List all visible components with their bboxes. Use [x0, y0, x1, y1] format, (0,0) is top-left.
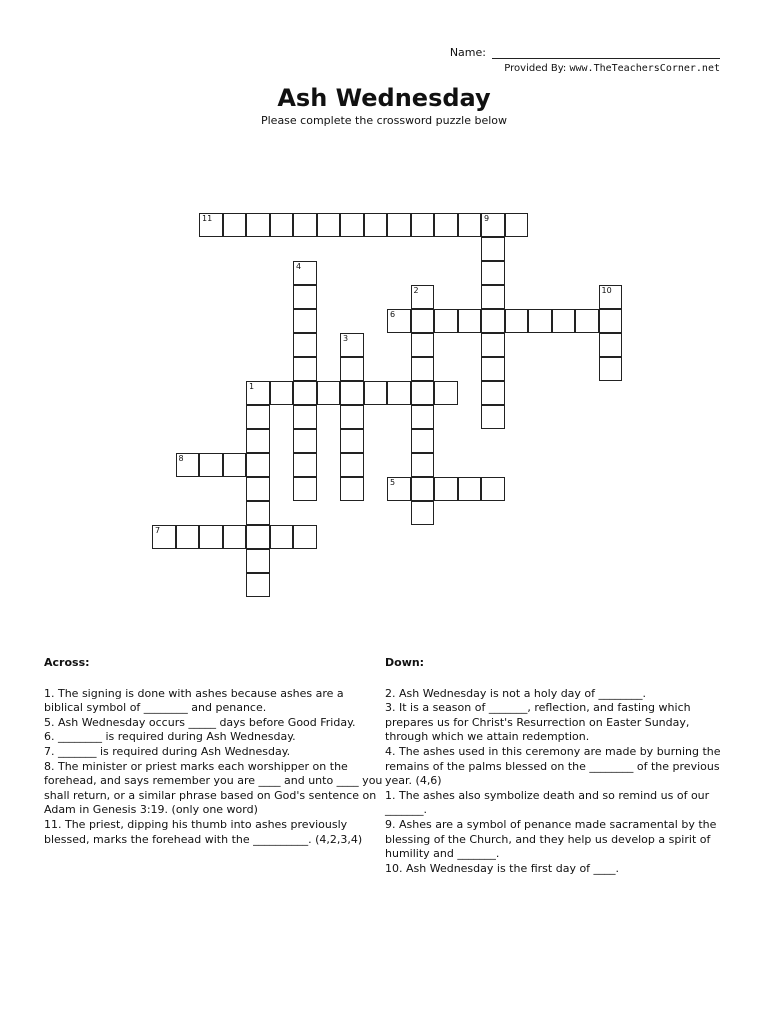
crossword-cell[interactable]	[528, 309, 552, 333]
crossword-cell[interactable]	[176, 453, 200, 477]
across-clues	[44, 656, 384, 847]
crossword-cell[interactable]	[199, 525, 223, 549]
crossword-cell[interactable]	[340, 405, 364, 429]
across-clue: 11. The priest, dipping his thumb into ashes previously blessed, marks the forehead with the __________. (4,2,3,4)	[44, 817, 363, 846]
crossword-cell[interactable]	[387, 381, 411, 405]
crossword-cell[interactable]	[387, 309, 411, 333]
crossword-cell[interactable]	[411, 501, 435, 525]
across-clue: 8. The minister or priest marks each worshipper on the forehead, and says remember you are ____ and unto ____ you shall return, or a similar phrase based on God's sentence on Adam in Genesis 3:19. (only one word)	[44, 759, 383, 817]
crossword-cell[interactable]	[505, 309, 529, 333]
crossword-cell[interactable]	[246, 525, 270, 549]
crossword-cell[interactable]	[293, 285, 317, 309]
clue-number: 9	[484, 214, 490, 223]
crossword-cell[interactable]	[434, 309, 458, 333]
down-clue: 2. Ash Wednesday is not a holy day of ________.	[385, 686, 647, 700]
crossword-cell[interactable]	[599, 309, 623, 333]
crossword-cell[interactable]	[293, 453, 317, 477]
crossword-cell[interactable]	[223, 453, 247, 477]
crossword-cell[interactable]	[317, 381, 341, 405]
crossword-cell[interactable]	[599, 357, 623, 381]
down-clue: 3. It is a season of _______, reflection, and fasting which prepares us for Christ's Resurrection on Easter Sunday, through which we attain redemption.	[385, 701, 691, 744]
crossword-cell[interactable]	[246, 405, 270, 429]
crossword-cell[interactable]	[481, 309, 505, 333]
down-clue: 1. The ashes also symbolize death and so remind us of our _______.	[385, 788, 710, 817]
crossword-cell[interactable]	[293, 405, 317, 429]
crossword-cell[interactable]	[411, 309, 435, 333]
crossword-cell[interactable]	[458, 309, 482, 333]
clue-number: 11	[202, 214, 213, 223]
crossword-cell[interactable]	[434, 381, 458, 405]
across-clue: 7. _______ is required during Ash Wednesday.	[44, 744, 291, 758]
crossword-cell[interactable]	[317, 213, 341, 237]
crossword-cell[interactable]	[176, 525, 200, 549]
crossword-cell[interactable]	[458, 213, 482, 237]
clue-number: 8	[178, 454, 184, 463]
down-clue: 9. Ashes are a symbol of penance made sacramental by the blessing of the Church, and they help us develop a spirit of humility and _______.	[385, 817, 717, 861]
down-clues	[385, 656, 725, 876]
across-clue: 5. Ash Wednesday occurs _____ days before Good Friday.	[44, 715, 356, 729]
crossword-cell[interactable]	[246, 213, 270, 237]
down-clue: 4. The ashes used in this ceremony are made by burning the remains of the palms blessed on the ________ of the previous year. (4,6)	[385, 744, 721, 788]
crossword-cell[interactable]	[340, 333, 364, 357]
crossword-cell[interactable]	[434, 213, 458, 237]
provided-site: www.TheTeachersCorner.net	[569, 63, 720, 74]
name-label: Name:	[449, 46, 486, 59]
crossword-cell[interactable]	[599, 333, 623, 357]
clue-number: 5	[390, 478, 396, 487]
crossword-cell[interactable]	[340, 381, 364, 405]
crossword-cell[interactable]	[340, 213, 364, 237]
crossword-cell[interactable]	[293, 381, 317, 405]
crossword-cell[interactable]	[340, 477, 364, 501]
crossword-cell[interactable]	[481, 405, 505, 429]
crossword-cell[interactable]	[152, 525, 176, 549]
crossword-cell[interactable]	[411, 333, 435, 357]
crossword-cell[interactable]	[575, 309, 599, 333]
crossword-cell[interactable]	[293, 213, 317, 237]
crossword-cell[interactable]	[270, 381, 294, 405]
crossword-cell[interactable]	[364, 213, 388, 237]
crossword-cell[interactable]	[411, 453, 435, 477]
crossword-cell[interactable]	[340, 429, 364, 453]
crossword-cell[interactable]	[293, 525, 317, 549]
down-heading: Down:	[385, 656, 425, 669]
across-heading: Across:	[44, 656, 90, 669]
crossword-cell[interactable]	[293, 429, 317, 453]
across-clue: 1. The signing is done with ashes because ashes are a biblical symbol of ________ and penance.	[44, 686, 344, 715]
crossword-cell[interactable]	[293, 309, 317, 333]
crossword-cell[interactable]	[458, 477, 482, 501]
clue-number: 2	[413, 286, 419, 295]
crossword-cell[interactable]	[387, 477, 411, 501]
down-clue: 10. Ash Wednesday is the first day of ____.	[385, 861, 620, 875]
clue-number: 10	[601, 286, 612, 295]
crossword-cell[interactable]	[246, 477, 270, 501]
crossword-cell[interactable]	[481, 213, 505, 237]
crossword-cell[interactable]	[246, 453, 270, 477]
crossword-cell[interactable]	[481, 381, 505, 405]
clue-number: 4	[296, 262, 302, 271]
crossword-cell[interactable]	[599, 285, 623, 309]
crossword-cell[interactable]	[411, 381, 435, 405]
crossword-cell[interactable]	[246, 501, 270, 525]
crossword-cell[interactable]	[293, 477, 317, 501]
crossword-cell[interactable]	[246, 381, 270, 405]
crossword-cell[interactable]	[293, 261, 317, 285]
crossword-cell[interactable]	[411, 285, 435, 309]
crossword-cell[interactable]	[364, 381, 388, 405]
crossword-cell[interactable]	[293, 333, 317, 357]
crossword-cell[interactable]	[270, 213, 294, 237]
clue-number: 1	[249, 382, 255, 391]
crossword-cell[interactable]	[481, 285, 505, 309]
crossword-cell[interactable]	[340, 453, 364, 477]
crossword-cell[interactable]	[411, 357, 435, 381]
crossword-cell[interactable]	[505, 213, 529, 237]
clue-number: 7	[155, 526, 161, 535]
clue-number: 3	[343, 334, 349, 343]
crossword-cell[interactable]	[411, 405, 435, 429]
crossword-cell[interactable]	[411, 213, 435, 237]
crossword-cell[interactable]	[246, 549, 270, 573]
crossword-cell[interactable]	[481, 333, 505, 357]
crossword-cell[interactable]	[552, 309, 576, 333]
crossword-cell[interactable]	[481, 237, 505, 261]
crossword-cell[interactable]	[434, 477, 458, 501]
page-subtitle: Please complete the crossword puzzle below	[260, 114, 508, 127]
crossword-cell[interactable]	[223, 525, 247, 549]
crossword-cell[interactable]	[481, 357, 505, 381]
crossword-cell[interactable]	[340, 357, 364, 381]
crossword-cell[interactable]	[199, 453, 223, 477]
crossword-cell[interactable]	[199, 213, 223, 237]
crossword-cell[interactable]	[223, 213, 247, 237]
provided-prefix: Provided By:	[504, 63, 567, 74]
crossword-cell[interactable]	[270, 525, 294, 549]
crossword-cell[interactable]	[481, 477, 505, 501]
crossword-cell[interactable]	[293, 357, 317, 381]
across-clue: 6. ________ is required during Ash Wednesday.	[44, 730, 296, 744]
crossword-cell[interactable]	[246, 429, 270, 453]
clue-number: 6	[390, 310, 396, 319]
crossword-cell[interactable]	[481, 261, 505, 285]
crossword-cell[interactable]	[411, 429, 435, 453]
page-title: Ash Wednesday	[277, 84, 491, 112]
crossword-cell[interactable]	[411, 477, 435, 501]
crossword-cell[interactable]	[246, 573, 270, 597]
crossword-cell[interactable]	[387, 213, 411, 237]
